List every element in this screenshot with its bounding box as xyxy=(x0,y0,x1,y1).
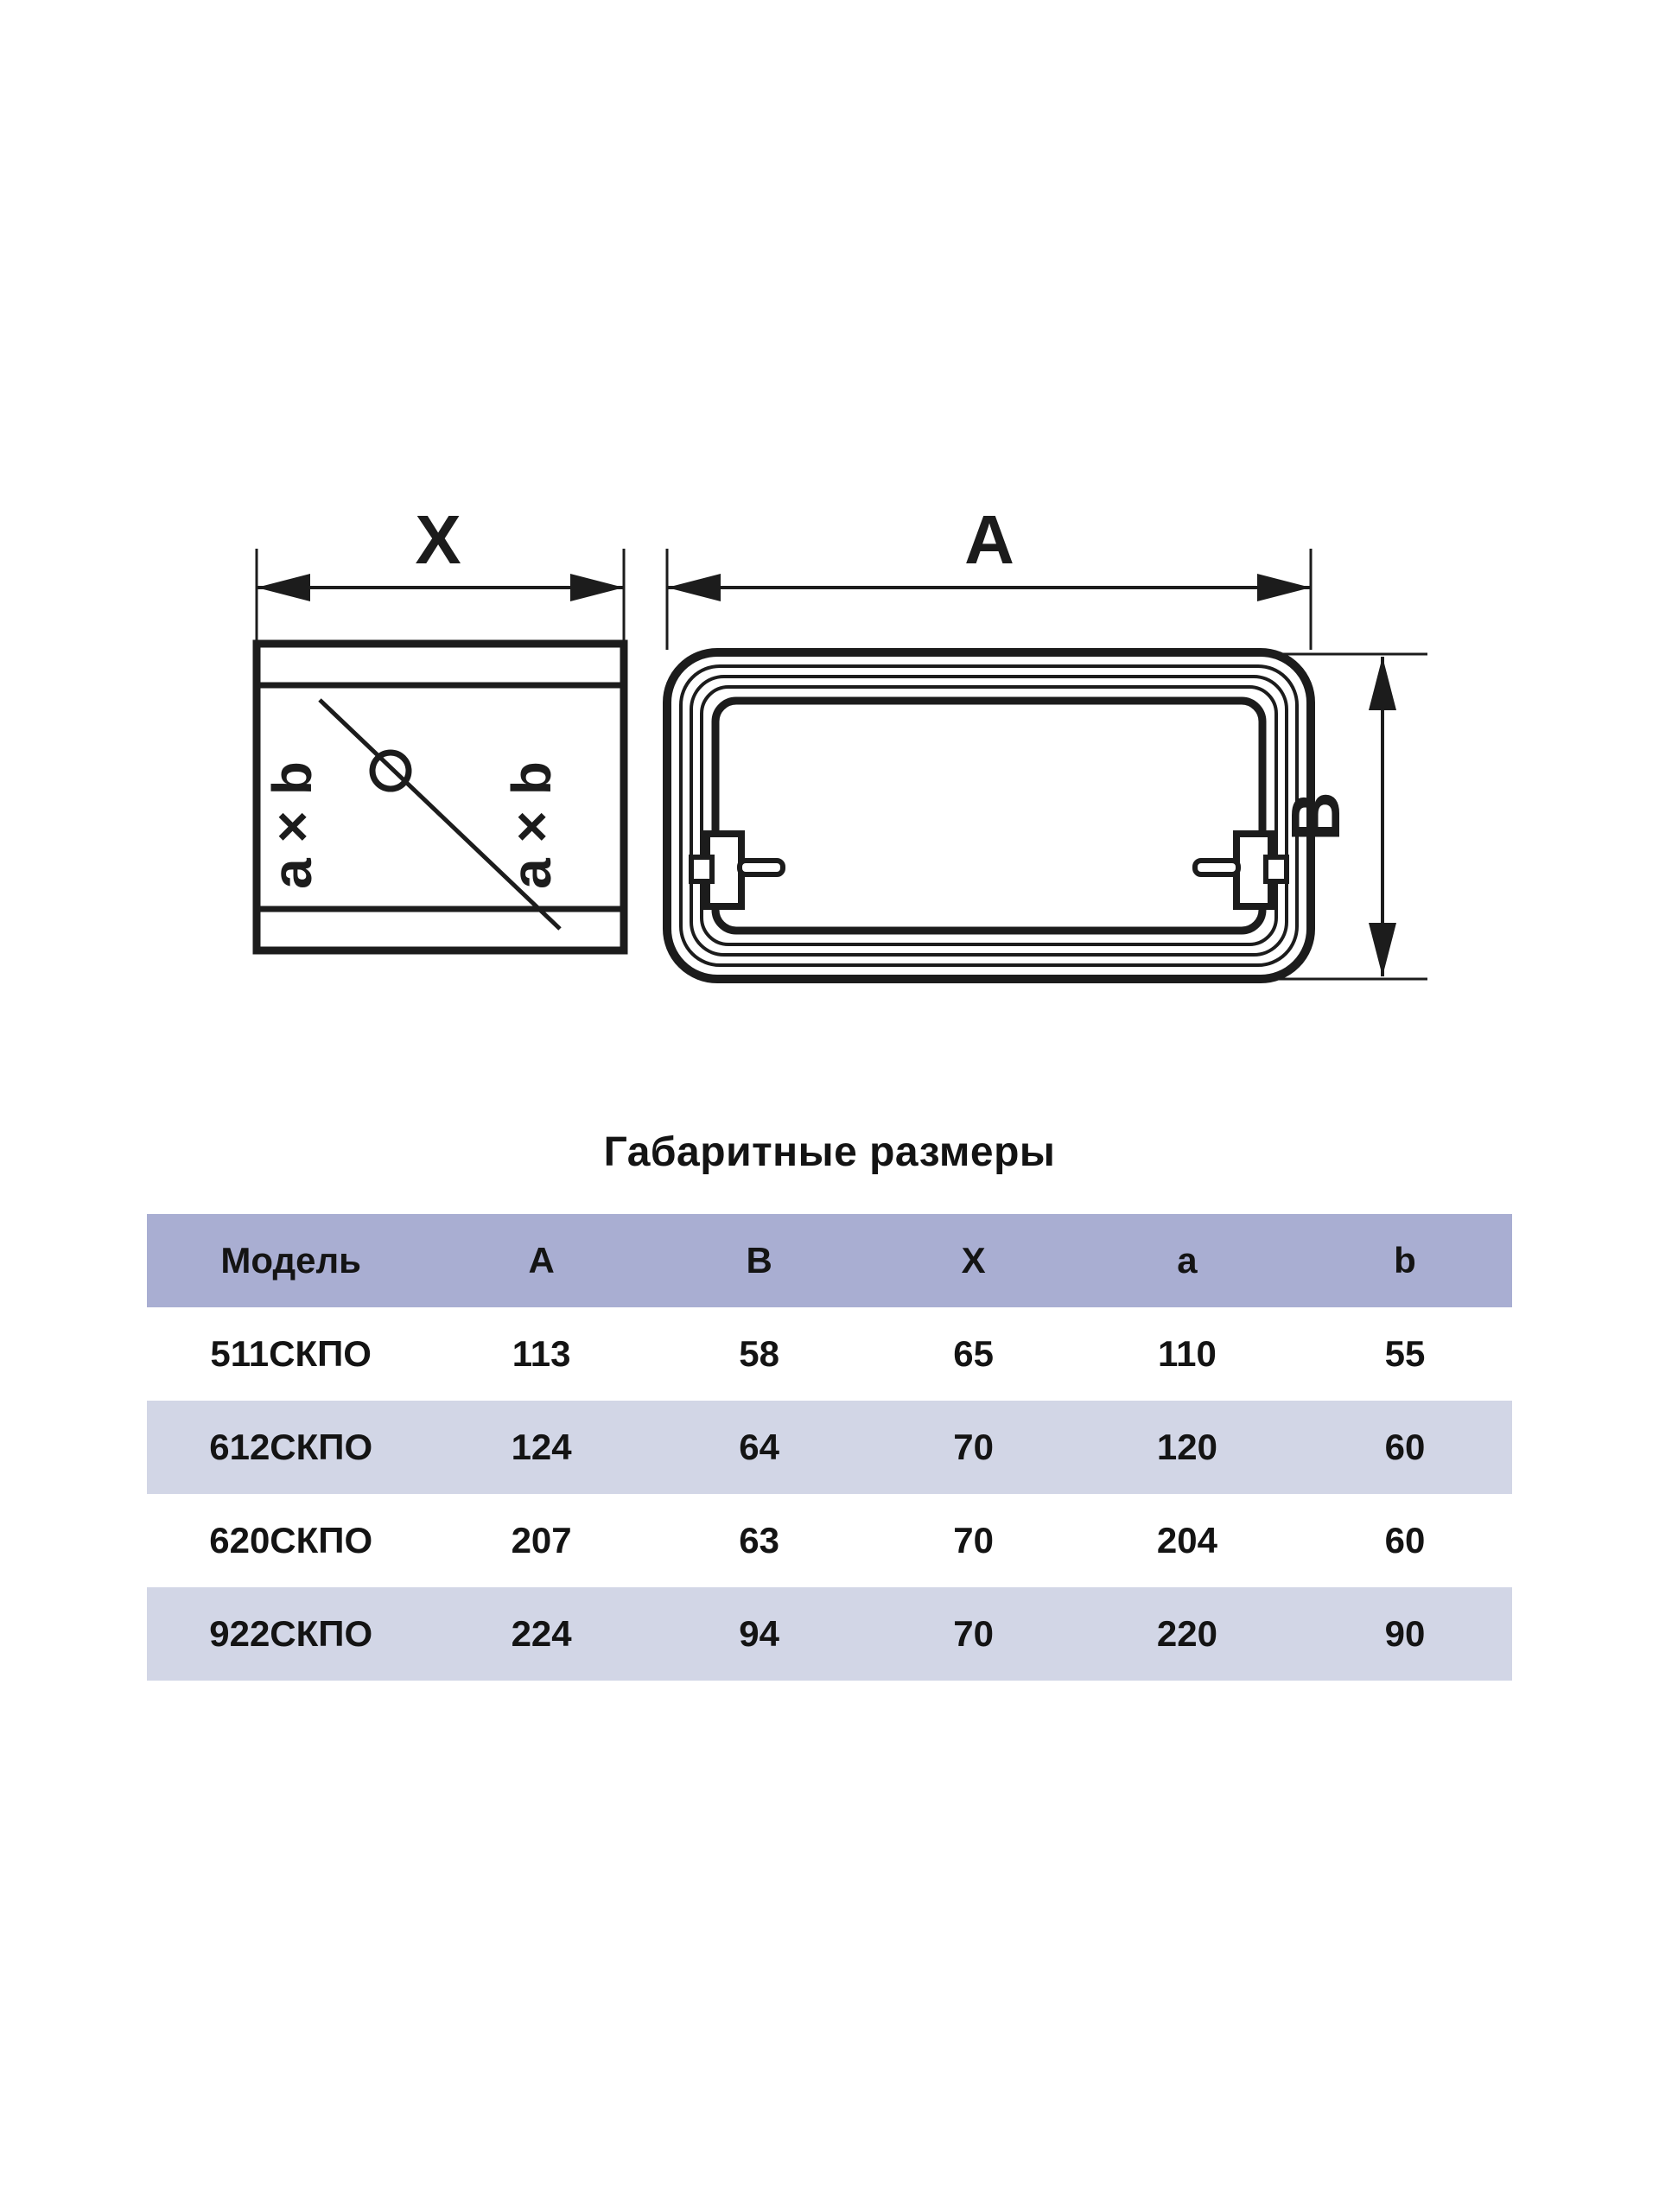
value-cell: 70 xyxy=(870,1401,1077,1494)
a-dimension xyxy=(667,501,1311,601)
latch-pin xyxy=(740,861,783,874)
value-cell: 63 xyxy=(648,1494,871,1587)
table-row xyxy=(147,1494,1512,1587)
value-cell: 65 xyxy=(870,1307,1077,1401)
model-cell: 612СКПО xyxy=(147,1401,435,1494)
value-cell: 90 xyxy=(1298,1587,1512,1681)
value-cell: 58 xyxy=(648,1307,871,1401)
value-cell: 113 xyxy=(435,1307,647,1401)
value-cell: 120 xyxy=(1077,1401,1298,1494)
model-cell: 620СКПО xyxy=(147,1494,435,1587)
dimension-x-label: X xyxy=(415,501,461,578)
table-header-row xyxy=(147,1214,1512,1307)
value-cell: 124 xyxy=(435,1401,647,1494)
value-cell: 207 xyxy=(435,1494,647,1587)
duct-size-text-right: a × b xyxy=(500,761,563,889)
column-header-a: A xyxy=(435,1214,647,1307)
duct-size-text-left: a × b xyxy=(261,761,323,889)
arrowhead-right xyxy=(1257,574,1311,601)
front-view-drawing xyxy=(648,501,1452,1037)
table-row xyxy=(147,1307,1512,1401)
model-cell: 922СКПО xyxy=(147,1587,435,1681)
arrowhead-left xyxy=(257,574,310,601)
model-cell: 511СКПО xyxy=(147,1307,435,1401)
x-dimension xyxy=(257,501,624,601)
value-cell: 64 xyxy=(648,1401,871,1494)
dimensions-table xyxy=(147,1214,1512,1681)
value-cell: 55 xyxy=(1298,1307,1512,1401)
value-cell: 70 xyxy=(870,1494,1077,1587)
table-row xyxy=(147,1587,1512,1681)
value-cell: 224 xyxy=(435,1587,647,1681)
arrowhead-up xyxy=(1369,657,1396,710)
column-header-model: Модель xyxy=(147,1214,435,1307)
table-row xyxy=(147,1401,1512,1494)
latch-pin xyxy=(1195,861,1238,874)
column-header-x: X xyxy=(870,1214,1077,1307)
value-cell: 60 xyxy=(1298,1401,1512,1494)
value-cell: 94 xyxy=(648,1587,871,1681)
latch-catch xyxy=(1266,857,1287,881)
dimension-a-label: A xyxy=(964,501,1014,578)
arrowhead-left xyxy=(667,574,721,601)
page-title: Габаритные размеры xyxy=(603,1129,1056,1175)
column-header-a-inner: a xyxy=(1077,1214,1298,1307)
latch-catch xyxy=(691,857,712,881)
dimension-b-label: B xyxy=(1277,791,1354,842)
arrowhead-right xyxy=(570,574,624,601)
column-header-b-inner: b xyxy=(1298,1214,1512,1307)
value-cell: 220 xyxy=(1077,1587,1298,1681)
value-cell: 60 xyxy=(1298,1494,1512,1587)
value-cell: 70 xyxy=(870,1587,1077,1681)
arrowhead-down xyxy=(1369,923,1396,976)
value-cell: 110 xyxy=(1077,1307,1298,1401)
side-view-drawing xyxy=(199,501,657,1002)
value-cell: 204 xyxy=(1077,1494,1298,1587)
column-header-b: B xyxy=(648,1214,871,1307)
